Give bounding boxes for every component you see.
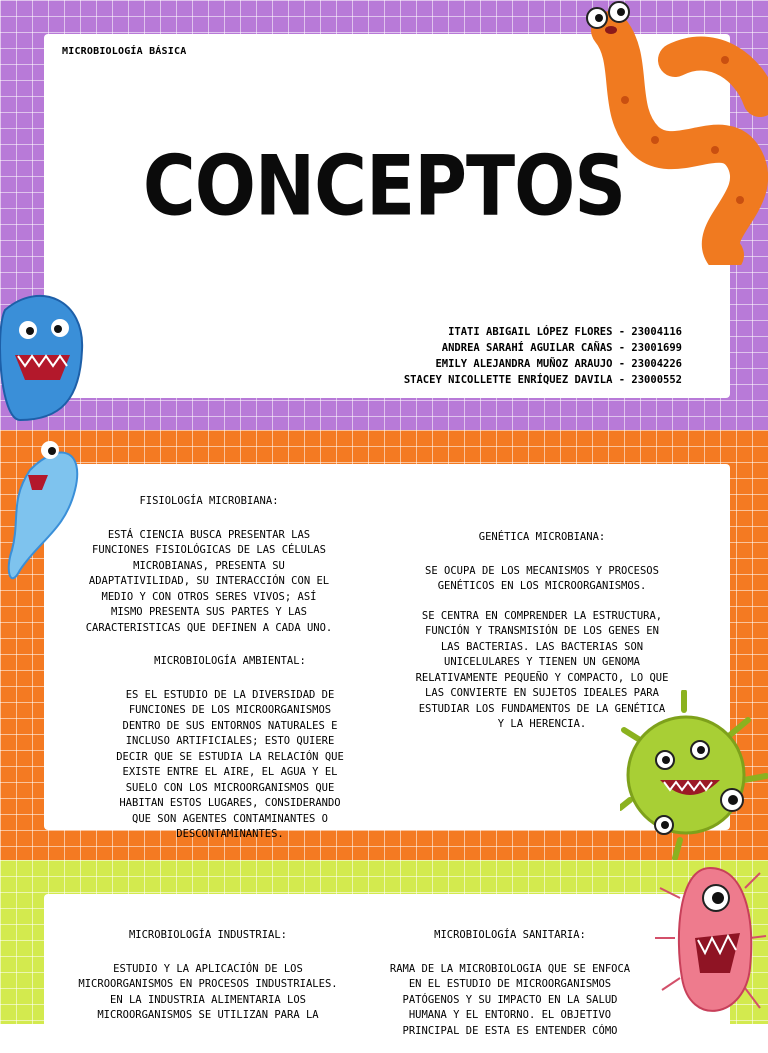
section-body: SE CENTRA EN COMPRENDER LA ESTRUCTURA, FUNCIÓN Y TRANSMISIÓN DE LOS GENES EN LAS BACTERIAS. LAS BACTERIAS SON UNICELULARES Y TIENEN UN GENOMA RELATIVAMENTE PEQUEÑO Y COMPACTO, LO QUE LAS CONVIERTE EN SUJETOS IDEALES PARA ESTUDIAR LOS FUNDAMENTOS DE LA GENÉTICA Y LA HERENCIA. [415,609,669,730]
pink-germ-icon [650,858,768,1024]
section-heading: FISIOLOGÍA MICROBIANA: [139,495,279,507]
green-virus-icon [620,690,768,860]
author-1: ITATI ABIGAIL LÓPEZ FLORES - 23004116 [448,326,682,338]
page-title: CONCEPTOS [142,137,626,235]
section-heading: MICROBIOLOGÍA AMBIENTAL: [154,655,306,667]
section-heading: MICROBIOLOGÍA SANITARIA: [434,929,586,941]
section-body: ESTÁ CIENCIA BUSCA PRESENTAR LAS FUNCIONES FISIOLÓGICAS DE LAS CÉLULAS MICROBIANAS, PRESENTA SU ADAPTATIVILIDAD, SU INTERACCIÓN CON EL MEDIO Y CON OTROS SERES VIVOS; ASÍ MISMO PRESENTA SUS PARTES Y LAS CARACTERISTICAS QUE DEFINEN A CADA UNO. [85,528,333,634]
section-fisiologia [84,494,334,650]
author-2: ANDREA SARAHÍ AGUILAR CAÑAS - 23001699 [441,342,682,354]
concepts-card-2 [44,894,730,1037]
section-ambiental [110,654,350,857]
section-heading: MICROBIOLOGÍA INDUSTRIAL: [128,929,288,941]
section-sanitaria [382,928,638,1053]
section-industrial [70,928,346,1038]
authors-list [404,324,682,388]
section-body: SE OCUPA DE LOS MECANISMOS Y PROCESOS GENÉTICOS EN LOS MICROORGANISMOS. [425,564,659,592]
orange-worm-germ-icon [575,0,768,265]
section-heading: GENÉTICA MICROBIANA: [478,531,606,543]
section-body: RAMA DE LA MICROBIOLOGIA QUE SE ENFOCA EN EL ESTUDIO DE MICROORGANISMOS PATÓGENOS Y SU IMPACTO EN LA SALUD HUMANA Y EL ENTORNO. EL OBJETIVO PRINCIPAL DE ESTA ES ENTENDER CÓMO [389,962,631,1037]
course-label: MICROBIOLOGÍA BÁSICA [62,46,187,57]
section-body: ES EL ESTUDIO DE LA DIVERSIDAD DE FUNCIONES DE LOS MICROORGANISMOS DENTRO DE SUS ENTORNOS NATURALES E INCLUSO ARTIFICIALES; ESTO QUIERE DECIR QUE SE ESTUDIA LA RELACIÓN QUE EXISTE ENTRE EL AIRE, EL AGUA Y EL SUELO CON LOS MICROORGANISMOS QUE HABITAN ESTOS LUGARES, CONSIDERANDO QUE SON AGENTES CONTAMINANTES O DESCONTAMINANTES. [116,688,344,840]
author-4: STACEY NICOLLETTE ENRÍQUEZ DAVILA - 23000552 [403,374,682,386]
author-3: EMILY ALEJANDRA MUÑOZ ARAUJO - 23004226 [435,358,682,370]
section-body: ESTUDIO Y LA APLICACIÓN DE LOS MICROORGANISMOS EN PROCESOS INDUSTRIALES. EN LA INDUSTRIA ALIMENTARIA LOS MICROORGANISMOS SE UTILIZAN PARA LA [78,962,338,1021]
blue-germ-icon [0,270,105,620]
